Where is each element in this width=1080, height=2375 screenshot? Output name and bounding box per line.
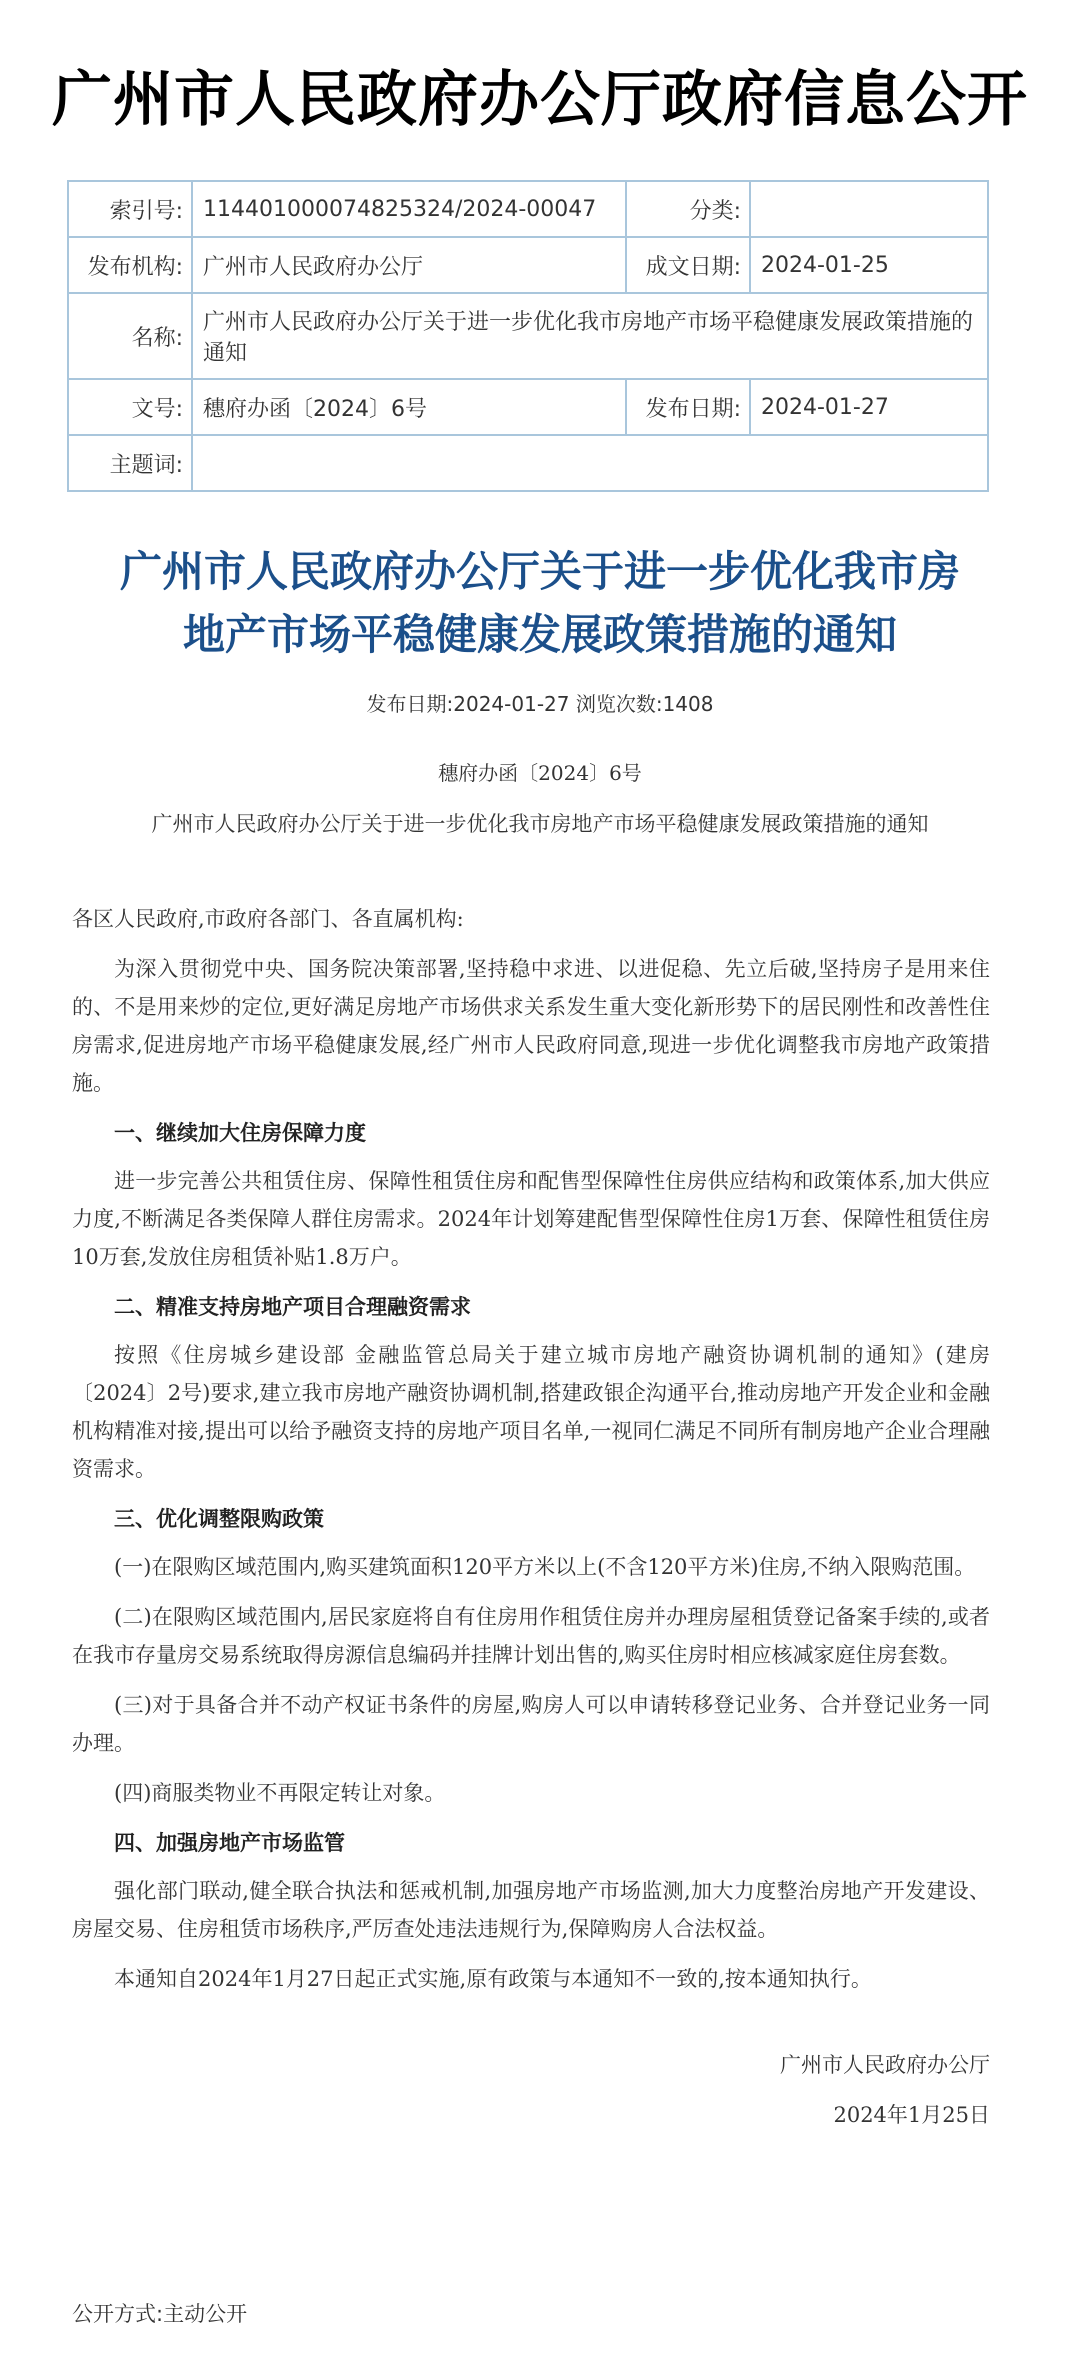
effective-paragraph: 本通知自2024年1月27日起正式实施,原有政策与本通知不一致的,按本通知执行。 — [114, 1967, 872, 1991]
docno-value: 穗府办函〔2024〕6号 — [192, 379, 626, 435]
section-heading: 一、继续加大住房保障力度 — [114, 1121, 366, 1145]
meta-row — [68, 237, 988, 293]
section-item: (三)对于具备合并不动产权证书条件的房屋,购房人可以申请转移登记业务、合并登记业务一同办理。 — [72, 1693, 990, 1755]
section-heading: 二、精准支持房地产项目合理融资需求 — [114, 1295, 471, 1319]
sign-date: 2024年1月25日 — [833, 2103, 990, 2127]
publish-date-value: 2024-01-27 — [750, 379, 988, 435]
section-heading: 三、优化调整限购政策 — [114, 1507, 324, 1531]
section-paragraph: 强化部门联动,健全联合执法和惩戒机制,加强房地产市场监测,加大力度整治房地产开发建设、房屋交易、住房租赁市场秩序,严厉查处违法违规行为,保障购房人合法权益。 — [72, 1879, 990, 1941]
meta-row — [68, 293, 988, 379]
section-paragraph: 按照《住房城乡建设部 金融监管总局关于建立城市房地产融资协调机制的通知》(建房〔2024〕2号)要求,建立我市房地产融资协调机制,搭建政银企沟通平台,推动房地产开发企业和金融机构精准对接,提出可以给予融资支持的房地产项目名单,一视同仁满足不同所有制房地产企业合理融资需求。 — [72, 1343, 990, 1481]
page-title: 广州市人民政府办公厅政府信息公开 — [52, 65, 1028, 135]
signer: 广州市人民政府办公厅 — [780, 2053, 990, 2077]
notice-title — [60, 540, 1020, 666]
document-body — [72, 900, 990, 2146]
written-date-value: 2024-01-25 — [750, 237, 988, 293]
publisher-label: 发布机构: — [68, 237, 192, 293]
name-label: 名称: — [68, 293, 192, 379]
written-date-label: 成文日期: — [626, 237, 750, 293]
keywords-value — [192, 435, 988, 491]
publish-date-label: 发布日期: — [626, 379, 750, 435]
category-label: 分类: — [626, 181, 750, 237]
open-mode: 公开方式:主动公开 — [72, 2302, 248, 2326]
keywords-label: 主题词: — [68, 435, 192, 491]
intro-paragraph: 为深入贯彻党中央、国务院决策部署,坚持稳中求进、以进促稳、先立后破,坚持房子是用来住的、不是用来炒的定位,更好满足房地产市场供求关系发生重大变化新形势下的居民刚性和改善性住房需求,促进房地产市场平稳健康发展,经广州市人民政府同意,现进一步优化调整我市房地产政策措施。 — [72, 957, 990, 1095]
section-heading: 四、加强房地产市场监管 — [114, 1831, 345, 1855]
salutation: 各区人民政府,市政府各部门、各直属机构: — [72, 907, 464, 931]
section-item: (二)在限购区域范围内,居民家庭将自有住房用作租赁住房并办理房屋租赁登记备案手续的,或者在我市存量房交易系统取得房源信息编码并挂牌计划出售的,购买住房时相应核减家庭住房套数。 — [72, 1605, 990, 1667]
document-metadata-table — [67, 180, 989, 492]
notice-title-line: 地产市场平稳健康发展政策措施的通知 — [182, 610, 897, 659]
document-number: 穗府办函〔2024〕6号 — [438, 761, 642, 785]
meta-row — [68, 379, 988, 435]
meta-row — [68, 435, 988, 491]
publisher-value: 广州市人民政府办公厅 — [192, 237, 626, 293]
category-value — [750, 181, 988, 237]
section-paragraph: 进一步完善公共租赁住房、保障性租赁住房和配售型保障性住房供应结构和政策体系,加大供应力度,不断满足各类保障人群住房需求。2024年计划筹建配售型保障性住房1万套、保障性租赁住房10万套,发放住房租赁补贴1.8万户。 — [72, 1169, 990, 1269]
document-heading: 广州市人民政府办公厅关于进一步优化我市房地产市场平稳健康发展政策措施的通知 — [151, 812, 929, 836]
section-item: (四)商服类物业不再限定转让对象。 — [114, 1781, 446, 1805]
notice-title-line: 广州市人民政府办公厅关于进一步优化我市房 — [119, 547, 960, 596]
meta-row — [68, 181, 988, 237]
index-label: 索引号: — [68, 181, 192, 237]
index-value: 114401000074825324/2024-00047 — [192, 181, 626, 237]
docno-label: 文号: — [68, 379, 192, 435]
publish-info: 发布日期:2024-01-27 浏览次数:1408 — [366, 692, 714, 716]
section-item: (一)在限购区域范围内,购买建筑面积120平方米以上(不含120平方米)住房,不纳入限购范围。 — [114, 1555, 976, 1579]
name-value: 广州市人民政府办公厅关于进一步优化我市房地产市场平稳健康发展政策措施的通知 — [192, 293, 988, 379]
spacer — [72, 2010, 990, 2034]
